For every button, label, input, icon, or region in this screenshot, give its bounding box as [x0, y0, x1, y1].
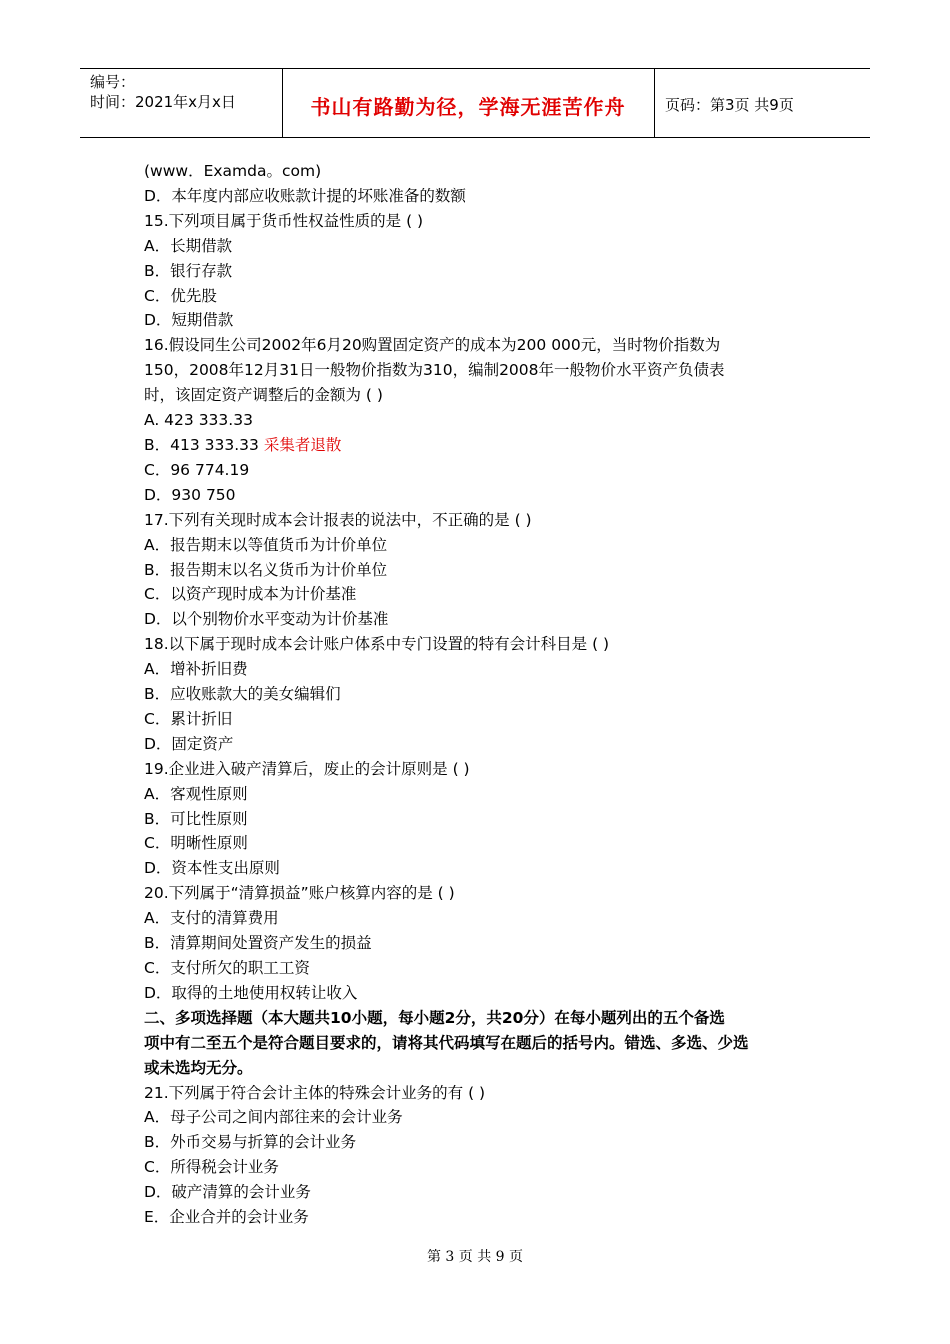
header-left-cell	[80, 69, 283, 137]
option-d: D．以个别物价水平变动为计价基准	[144, 610, 389, 629]
section-2-heading-line-3: 或未选均无分。	[144, 1058, 253, 1077]
section-2-heading-line-2: 项中有二至五个是符合题目要求的，请将其代码填写在题后的括号内。错选、多选、少选	[144, 1033, 749, 1052]
option-b: B．清算期间处置资产发生的损益	[144, 934, 372, 953]
question-16-line-3: 时，该固定资产调整后的金额为 ( )	[144, 386, 383, 405]
option-b: B．可比性原则	[144, 809, 248, 828]
option-c: C．优先股	[144, 286, 217, 305]
option-a: A．母子公司之间内部往来的会计业务	[144, 1108, 403, 1127]
header-right-cell	[655, 69, 870, 137]
question-20: 20.下列属于“清算损益”账户核算内容的是 ( )	[144, 884, 455, 903]
option-a: A．长期借款	[144, 236, 233, 255]
option-e: E．企业合并的会计业务	[144, 1208, 309, 1227]
option-c: C．所得税会计业务	[144, 1158, 279, 1177]
question-17: 17.下列有关现时成本会计报表的说法中，不正确的是 ( )	[144, 510, 532, 529]
option-d: D．短期借款	[144, 311, 234, 330]
option-c: C．支付所欠的职工工资	[144, 959, 310, 977]
option-d: D．本年度内部应收账款计提的坏账准备的数额	[144, 186, 466, 205]
time-label: 时间：2021年x月x日	[90, 93, 236, 111]
option-c: C．累计折旧	[144, 709, 233, 728]
header-middle-cell	[282, 69, 655, 137]
serial-label: 编号：	[90, 73, 136, 91]
option-b: B．外币交易与折算的会计业务	[144, 1133, 357, 1152]
document-body	[144, 159, 824, 1230]
question-16-line-2: 150，2008年12月31日一般物价指数为310，编制2008年一般物价水平资产负债表	[144, 361, 725, 380]
option-c: C．96 774.19	[144, 460, 250, 479]
option-a: A．报告期末以等值货币为计价单位	[144, 535, 388, 554]
option-text: B．413 333.33	[144, 435, 264, 454]
watermark-note: 采集者退散	[263, 435, 342, 454]
option-a: A．客观性原则	[144, 784, 248, 803]
option-d: D．资本性支出原则	[144, 859, 280, 878]
option-b: B．报告期末以名义货币为计价单位	[144, 560, 388, 579]
question-15: 15.下列项目属于货币性权益性质的是 ( )	[144, 211, 424, 230]
question-19: 19.企业进入破产清算后，废止的会计原则是 ( )	[144, 759, 470, 778]
option-a: A．支付的清算费用	[144, 909, 279, 928]
section-2-heading-line-1: 二、多项选择题（本大题共10小题，每小题2分，共20分）在每小题列出的五个备选	[144, 1008, 725, 1027]
option-c: C．明晰性原则	[144, 834, 248, 853]
page-footer: 第 3 页 共 9 页	[426, 1249, 524, 1265]
option-b: B．银行存款	[144, 261, 233, 280]
text-line: (www．Examda。com)	[144, 162, 322, 180]
option-c: C．以资产现时成本为计价基准	[144, 585, 357, 604]
question-16-line-1: 16.假设同生公司2002年6月20购置固定资产的成本为200 000元，当时物价指数为	[144, 336, 721, 355]
page-info: 页码：第3页 共9页	[665, 96, 794, 114]
option-b: B．应收账款大的美女编辑们	[144, 685, 341, 704]
option-a: A．增补折旧费	[144, 660, 248, 679]
question-21: 21.下列属于符合会计主体的特殊会计业务的有 ( )	[144, 1083, 486, 1102]
option-d: D．930 750	[144, 485, 236, 504]
question-18: 18.以下属于现时成本会计账户体系中专门设置的特有会计科目是 ( )	[144, 635, 610, 654]
motto: 书山有路勤为径，学海无涯苦作舟	[310, 95, 626, 119]
page-header	[80, 68, 870, 138]
option-a: A. 423 333.33	[144, 411, 253, 430]
option-d: D．取得的土地使用权转让收入	[144, 983, 358, 1002]
option-d: D．破产清算的会计业务	[144, 1183, 311, 1202]
option-d: D．固定资产	[144, 734, 234, 753]
option-b	[144, 433, 824, 458]
